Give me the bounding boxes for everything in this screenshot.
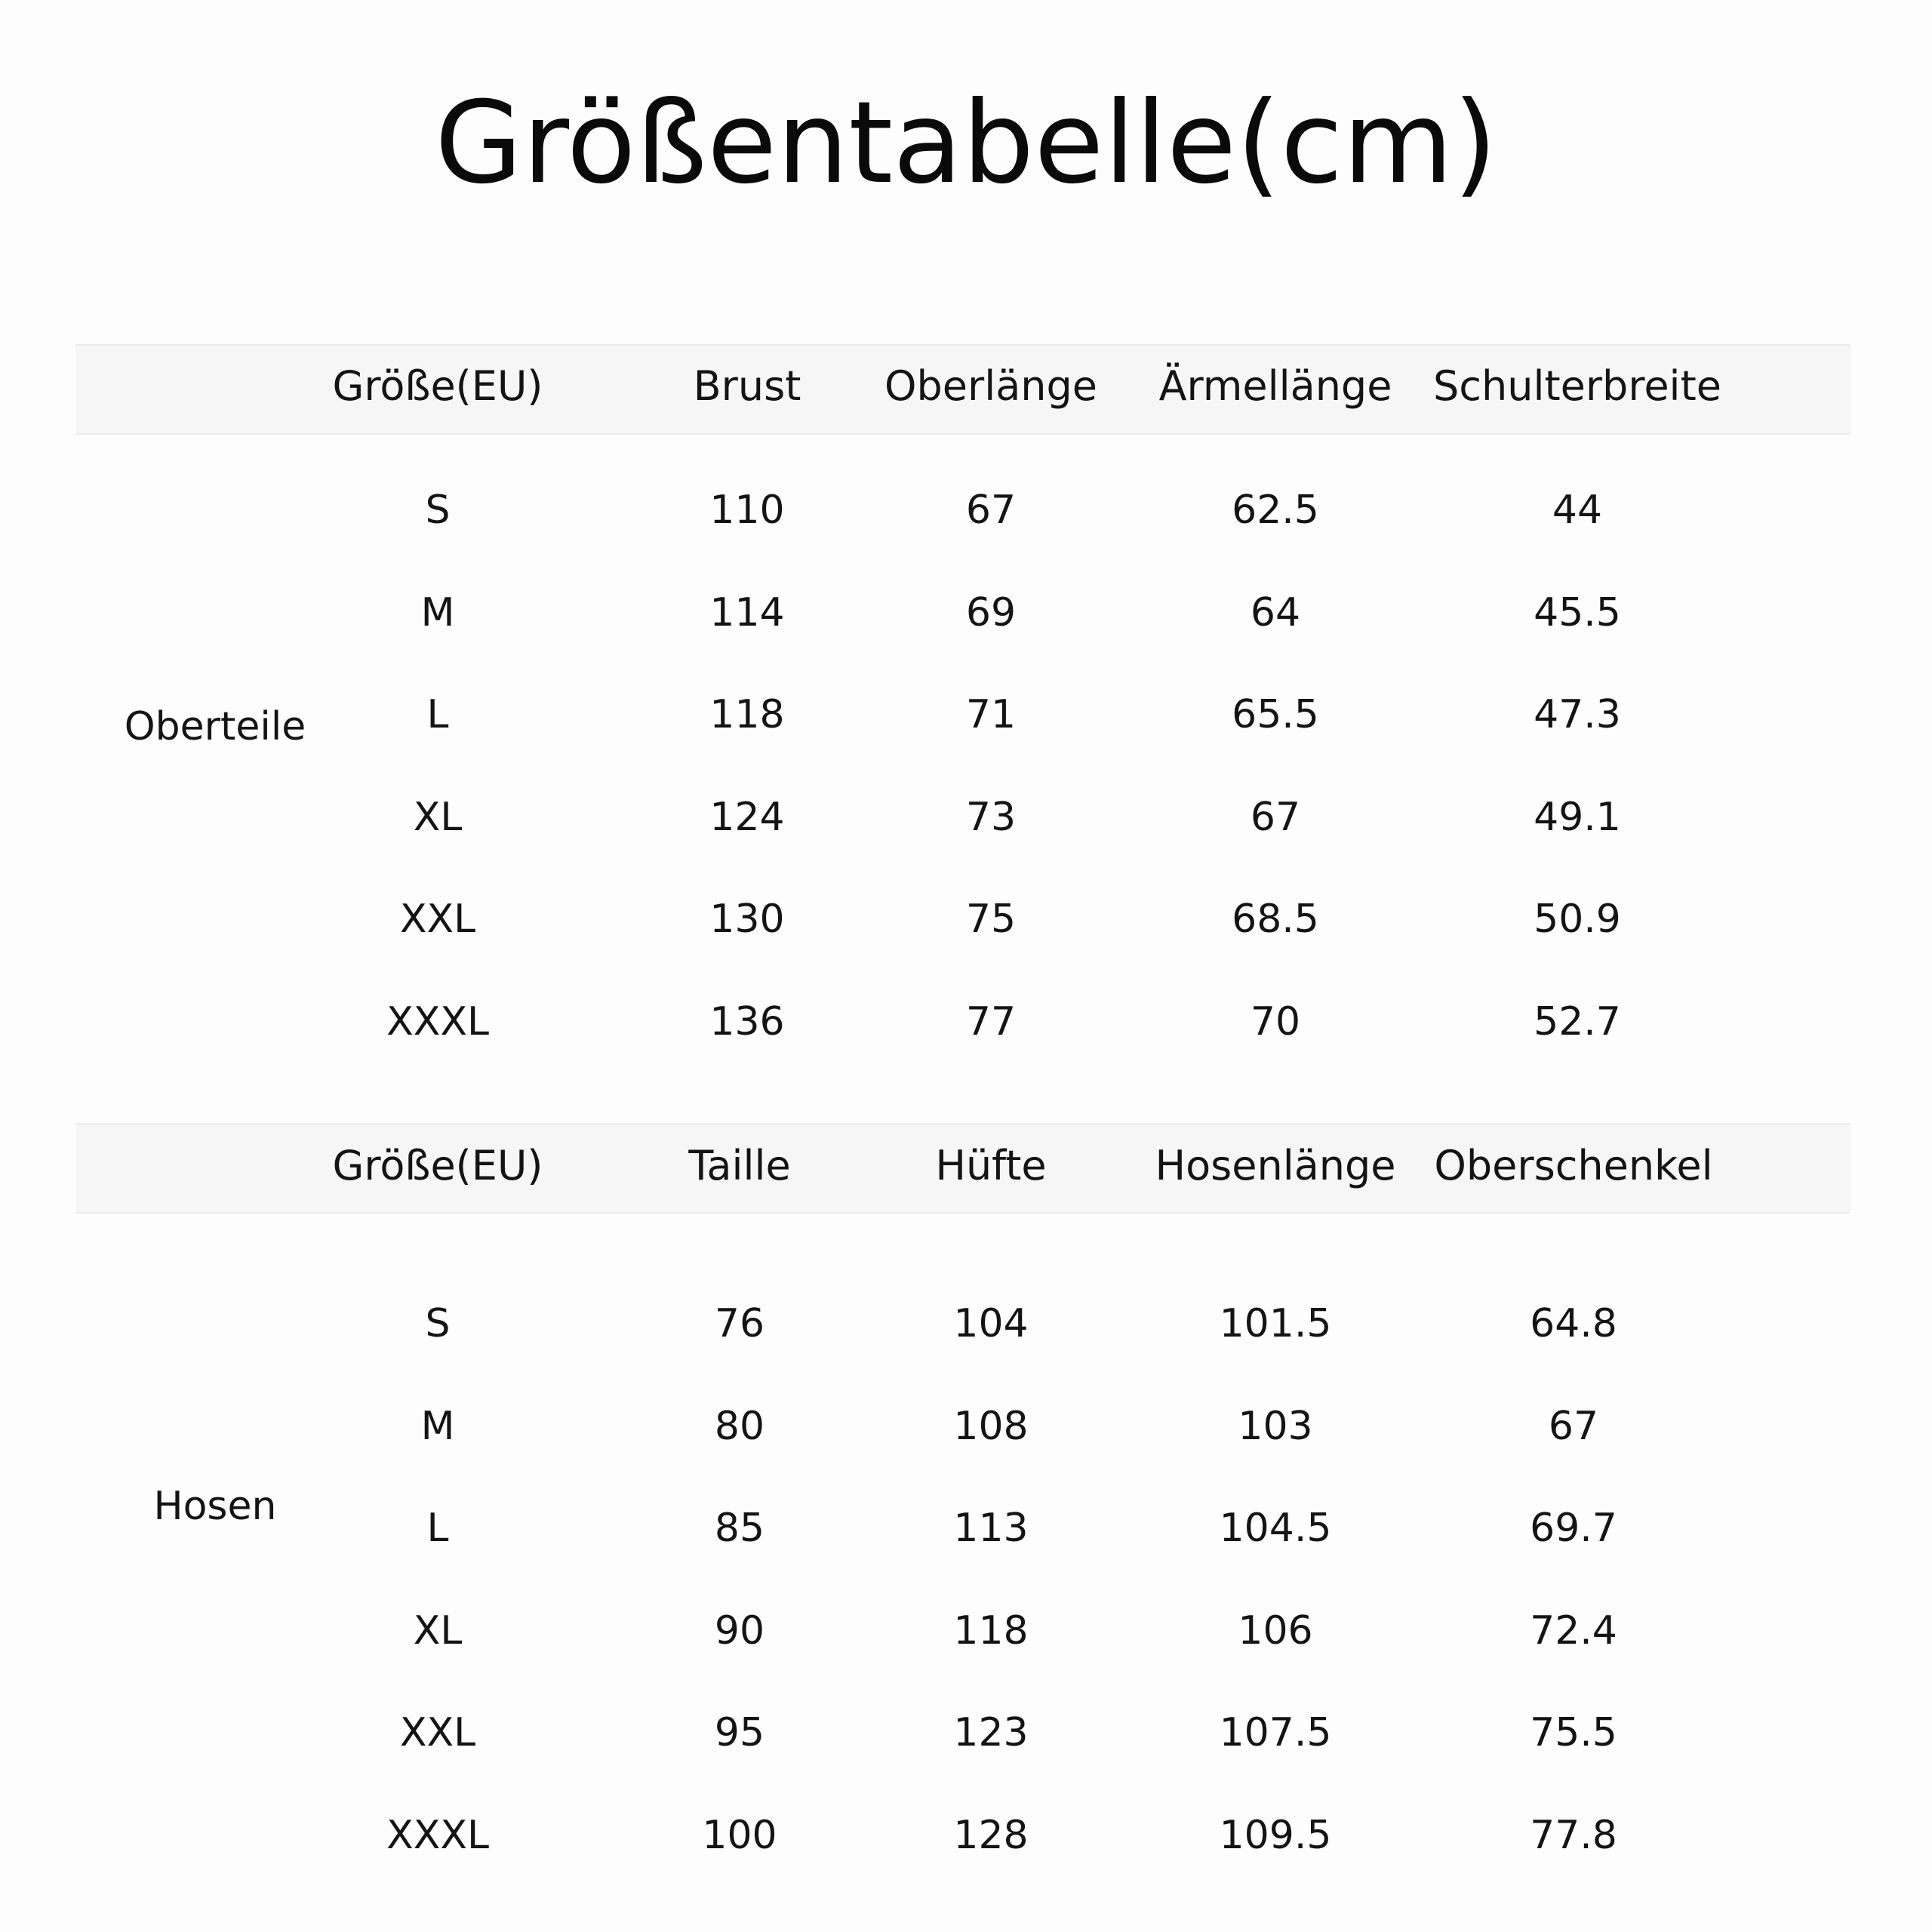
table-cell: 72.4 bbox=[1530, 1607, 1617, 1654]
table-cell: 70 bbox=[1250, 998, 1301, 1044]
column-header: Größe(EU) bbox=[332, 362, 543, 410]
table-cell: 49.1 bbox=[1534, 794, 1621, 840]
table-cell: 109.5 bbox=[1219, 1812, 1332, 1858]
table-cell: 90 bbox=[714, 1607, 765, 1654]
table-cell: 100 bbox=[702, 1812, 777, 1858]
table-cell: 44 bbox=[1552, 488, 1603, 533]
table-cell: 85 bbox=[714, 1506, 765, 1551]
table-cell: 62.5 bbox=[1232, 488, 1319, 533]
table-cell: 67 bbox=[1548, 1403, 1599, 1449]
table-cell: 123 bbox=[953, 1710, 1029, 1755]
column-header: Taille bbox=[688, 1142, 791, 1189]
table-cell: 69.7 bbox=[1530, 1506, 1617, 1551]
column-header: Größe(EU) bbox=[332, 1142, 543, 1189]
table-cell: 52.7 bbox=[1534, 998, 1621, 1044]
table-cell: 113 bbox=[953, 1506, 1029, 1551]
table-cell: M bbox=[420, 1403, 455, 1449]
table-cell: 65.5 bbox=[1232, 692, 1319, 737]
column-header: Hüfte bbox=[935, 1142, 1047, 1189]
table-cell: S bbox=[425, 1301, 451, 1346]
table-cell: 75.5 bbox=[1530, 1710, 1617, 1755]
table-cell: 118 bbox=[953, 1607, 1029, 1654]
table-cell: XXL bbox=[399, 1710, 476, 1755]
table-cell: 124 bbox=[709, 794, 785, 840]
table-cell: 50.9 bbox=[1534, 897, 1621, 942]
table-cell: L bbox=[426, 692, 449, 737]
table-cell: 67 bbox=[965, 488, 1017, 533]
table-cell: 76 bbox=[714, 1301, 765, 1346]
table-cell: M bbox=[420, 589, 455, 635]
table-cell: 77.8 bbox=[1530, 1812, 1617, 1858]
column-header: Brust bbox=[693, 362, 801, 410]
column-header: Oberlänge bbox=[884, 362, 1098, 410]
table-cell: 101.5 bbox=[1219, 1301, 1332, 1346]
column-header: Ärmellänge bbox=[1158, 362, 1392, 410]
table-cell: 75 bbox=[965, 897, 1017, 942]
table-cell: 107.5 bbox=[1219, 1710, 1332, 1755]
column-header: Oberschenkel bbox=[1434, 1142, 1713, 1189]
table-cell: 73 bbox=[965, 794, 1017, 840]
table-cell: 64.8 bbox=[1530, 1301, 1617, 1346]
page-title: Größentabelle(cm) bbox=[435, 78, 1497, 209]
table-cell: 108 bbox=[953, 1403, 1029, 1449]
table-cell: 106 bbox=[1238, 1607, 1313, 1654]
group-label: Oberteile bbox=[124, 704, 306, 749]
column-header: Schulterbreite bbox=[1433, 362, 1721, 410]
table-cell: 77 bbox=[965, 998, 1017, 1044]
table-cell: 114 bbox=[709, 589, 785, 635]
table-cell: 68.5 bbox=[1232, 897, 1319, 942]
table-cell: 136 bbox=[709, 998, 785, 1044]
table-cell: XL bbox=[413, 794, 463, 840]
table-cell: 95 bbox=[714, 1710, 765, 1755]
table-cell: 103 bbox=[1238, 1403, 1313, 1449]
table-cell: XL bbox=[413, 1607, 463, 1654]
table-cell: L bbox=[426, 1506, 449, 1551]
table-cell: 110 bbox=[709, 488, 785, 533]
table-cell: S bbox=[425, 488, 451, 533]
table-cell: XXL bbox=[399, 897, 476, 942]
table-cell: 67 bbox=[1250, 794, 1301, 840]
table-cell: 45.5 bbox=[1534, 589, 1621, 635]
table-cell: XXXL bbox=[386, 1812, 489, 1858]
table-cell: 128 bbox=[953, 1812, 1029, 1858]
table-cell: 118 bbox=[709, 692, 785, 737]
column-header: Hosenlänge bbox=[1155, 1142, 1396, 1189]
group-label: Hosen bbox=[153, 1484, 277, 1529]
table-cell: 80 bbox=[714, 1403, 765, 1449]
table-cell: XXXL bbox=[386, 998, 489, 1044]
table-cell: 130 bbox=[709, 897, 785, 942]
table-cell: 64 bbox=[1250, 589, 1301, 635]
table-cell: 71 bbox=[965, 692, 1017, 737]
table-cell: 104.5 bbox=[1219, 1506, 1332, 1551]
table-cell: 47.3 bbox=[1534, 692, 1621, 737]
table-cell: 69 bbox=[965, 589, 1017, 635]
table-cell: 104 bbox=[953, 1301, 1029, 1346]
